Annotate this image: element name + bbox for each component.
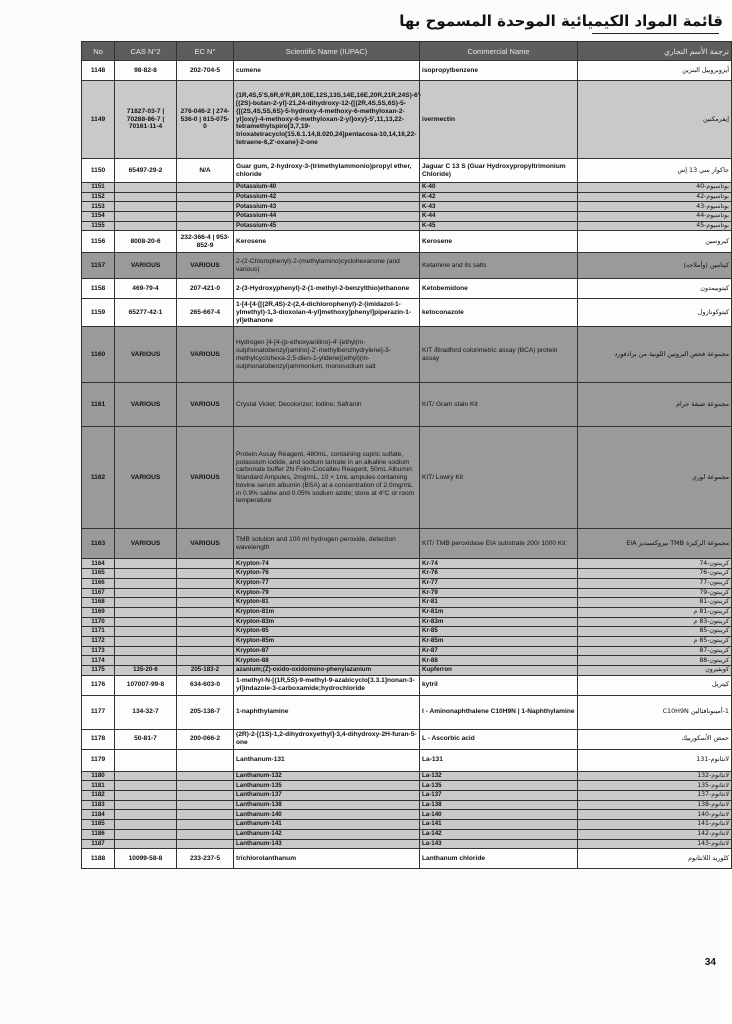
cell-scientific-name: Krypton-85	[234, 627, 420, 637]
cell-cas	[115, 646, 177, 656]
header-ec: EC N°	[177, 42, 234, 61]
cell-ec: VARIOUS	[177, 427, 234, 529]
cell-cas: 98-82-8	[115, 61, 177, 81]
header-no: No	[82, 42, 115, 61]
cell-arabic-name: بوتاسيوم-44	[578, 212, 732, 222]
cell-arabic-name: كريبتون-77	[578, 578, 732, 588]
cell-commercial-name: Kr-77	[420, 578, 578, 588]
cell-arabic-name: لانثانوم-143	[578, 839, 732, 849]
cell-scientific-name: Guar gum, 2-hydroxy-3-(trimethylammonio)propyl ether, chloride	[234, 159, 420, 183]
cell-commercial-name: Jaguar C 13 S (Guar Hydroxypropyltrimonium Chloride)	[420, 159, 578, 183]
cell-commercial-name: Kr-85	[420, 627, 578, 637]
table-row	[82, 221, 732, 231]
cell-scientific-name: Lanthanum-132	[234, 771, 420, 781]
cell-cas	[115, 212, 177, 222]
cell-ec	[177, 212, 234, 222]
table-row	[82, 327, 732, 383]
cell-cas: VARIOUS	[115, 253, 177, 279]
cell-ec	[177, 598, 234, 608]
cell-cas: 135-20-6	[115, 666, 177, 676]
cell-cas	[115, 183, 177, 193]
cell-no: 1173	[82, 646, 115, 656]
cell-cas: 71827-03-7 | 70288-86-7 | 70161-11-4	[115, 81, 177, 159]
cell-ec: 207-421-0	[177, 279, 234, 299]
cell-ec	[177, 192, 234, 202]
cell-cas	[115, 800, 177, 810]
cell-no: 1175	[82, 666, 115, 676]
cell-ec: 265-667-4	[177, 299, 234, 327]
cell-arabic-name: كريبتون-85 م	[578, 636, 732, 646]
cell-cas: 50-81-7	[115, 729, 177, 749]
cell-no: 1185	[82, 820, 115, 830]
cell-commercial-name: K-45	[420, 221, 578, 231]
cell-commercial-name: K-44	[420, 212, 578, 222]
cell-cas	[115, 588, 177, 598]
cell-arabic-name: كريبتون-76	[578, 569, 732, 579]
cell-arabic-name: أيزوبروبيل البنزين	[578, 61, 732, 81]
cell-arabic-name: لانثانوم-132	[578, 771, 732, 781]
cell-ec	[177, 221, 234, 231]
table-row	[82, 427, 732, 529]
header-arabic-name: ترجمة الأسم التجاري	[578, 42, 732, 61]
cell-no: 1148	[82, 61, 115, 81]
cell-ec: 205-183-2	[177, 666, 234, 676]
cell-commercial-name: Ketamine and its salts	[420, 253, 578, 279]
cell-commercial-name: Lanthanum chloride	[420, 849, 578, 869]
cell-no: 1155	[82, 221, 115, 231]
cell-ec: VARIOUS	[177, 383, 234, 427]
cell-no: 1163	[82, 529, 115, 559]
cell-arabic-name: لانثانوم-142	[578, 829, 732, 839]
cell-ec: 202-704-5	[177, 61, 234, 81]
cell-cas: VARIOUS	[115, 529, 177, 559]
cell-no: 1169	[82, 607, 115, 617]
cell-no: 1164	[82, 559, 115, 569]
table-row	[82, 666, 732, 676]
table-row	[82, 192, 732, 202]
cell-cas	[115, 617, 177, 627]
cell-cas	[115, 820, 177, 830]
cell-scientific-name: Lanthanum-131	[234, 749, 420, 771]
cell-scientific-name: Lanthanum-137	[234, 791, 420, 801]
cell-scientific-name: Lanthanum-142	[234, 829, 420, 839]
cell-cas: VARIOUS	[115, 383, 177, 427]
cell-cas	[115, 569, 177, 579]
cell-ec	[177, 791, 234, 801]
cell-scientific-name: Krypton-81	[234, 598, 420, 608]
cell-ec	[177, 646, 234, 656]
cell-arabic-name: كريبتون-88	[578, 656, 732, 666]
cell-commercial-name: KIT/ TMB peroxidase EIA substrate 200/ 1000 Kit	[420, 529, 578, 559]
cell-cas	[115, 627, 177, 637]
cell-scientific-name: Krypton-81m	[234, 607, 420, 617]
table-row	[82, 529, 732, 559]
cell-scientific-name: Lanthanum-135	[234, 781, 420, 791]
cell-no: 1184	[82, 810, 115, 820]
cell-commercial-name: La-132	[420, 771, 578, 781]
cell-cas	[115, 192, 177, 202]
cell-arabic-name: حمض الأسكوربيك	[578, 729, 732, 749]
cell-no: 1167	[82, 588, 115, 598]
cell-scientific-name: Lanthanum-138	[234, 800, 420, 810]
cell-no: 1162	[82, 427, 115, 529]
cell-scientific-name: cumene	[234, 61, 420, 81]
cell-commercial-name: KIT /Bradford colorimetric assay (BCA) protein assay	[420, 327, 578, 383]
cell-arabic-name: بوتاسيوم-43	[578, 202, 732, 212]
cell-ec	[177, 749, 234, 771]
table-row	[82, 791, 732, 801]
cell-scientific-name: 2-(3-Hydroxyphenyl)-2-(1-methyl-2-benzylthio)ethanone	[234, 279, 420, 299]
cell-no: 1165	[82, 569, 115, 579]
table-body	[82, 61, 732, 869]
cell-cas	[115, 607, 177, 617]
cell-arabic-name: كيتوكونازول	[578, 299, 732, 327]
cell-no: 1150	[82, 159, 115, 183]
cell-no: 1170	[82, 617, 115, 627]
cell-cas	[115, 202, 177, 212]
cell-no: 1157	[82, 253, 115, 279]
cell-scientific-name: 1-naphthylamine	[234, 695, 420, 729]
cell-ec: 232-366-4 | 953-852-9	[177, 231, 234, 253]
cell-commercial-name: Kr-74	[420, 559, 578, 569]
cell-commercial-name: Kupferron	[420, 666, 578, 676]
cell-cas	[115, 636, 177, 646]
cell-ec	[177, 559, 234, 569]
cell-commercial-name: ivermectin	[420, 81, 578, 159]
cell-commercial-name: l - Aminonaphthalene C10H9N | 1-Naphthylamine	[420, 695, 578, 729]
table-row	[82, 781, 732, 791]
cell-commercial-name: Kr-87	[420, 646, 578, 656]
cell-scientific-name: Kerosene	[234, 231, 420, 253]
cell-arabic-name: مجموعة فحص البروتين اللونية من برادفورد	[578, 327, 732, 383]
cell-commercial-name: K-40	[420, 183, 578, 193]
cell-commercial-name: KIT/ Gram stain Kit	[420, 383, 578, 427]
cell-scientific-name: Potassium-40	[234, 183, 420, 193]
cell-arabic-name: مجموعة لوري	[578, 427, 732, 529]
cell-cas	[115, 578, 177, 588]
cell-no: 1174	[82, 656, 115, 666]
table-row	[82, 675, 732, 695]
cell-ec	[177, 781, 234, 791]
cell-commercial-name: Ketobemidone	[420, 279, 578, 299]
cell-scientific-name: TMB solution and 100 ml hydrogen peroxide, detection wavelength	[234, 529, 420, 559]
cell-no: 1183	[82, 800, 115, 810]
table-row	[82, 299, 732, 327]
cell-scientific-name: 2-(2-Chlorophenyl)-2-(methylamino)cyclohexanone (and various)	[234, 253, 420, 279]
table-row	[82, 800, 732, 810]
cell-no: 1149	[82, 81, 115, 159]
cell-scientific-name: Krypton-74	[234, 559, 420, 569]
cell-arabic-name: مجموعة صبغة جرام	[578, 383, 732, 427]
cell-scientific-name: Lanthanum-143	[234, 839, 420, 849]
cell-scientific-name: trichlorolanthanum	[234, 849, 420, 869]
table-row	[82, 646, 732, 656]
page-number: 34	[704, 957, 716, 968]
cell-cas: 65497-29-2	[115, 159, 177, 183]
cell-scientific-name: Krypton-79	[234, 588, 420, 598]
cell-no: 1151	[82, 183, 115, 193]
cell-no: 1154	[82, 212, 115, 222]
cell-arabic-name: كريبتون-81	[578, 598, 732, 608]
table-row	[82, 231, 732, 253]
cell-cas	[115, 749, 177, 771]
cell-ec	[177, 771, 234, 781]
cell-commercial-name: kytril	[420, 675, 578, 695]
cell-scientific-name: Potassium-44	[234, 212, 420, 222]
cell-ec: 200-066-2	[177, 729, 234, 749]
cell-commercial-name: La-143	[420, 839, 578, 849]
cell-no: 1172	[82, 636, 115, 646]
table-row	[82, 578, 732, 588]
cell-cas: 65277-42-1	[115, 299, 177, 327]
cell-scientific-name: Krypton-83m	[234, 617, 420, 627]
cell-commercial-name: KIT/ Lowry Kit	[420, 427, 578, 529]
header-commercial-name: Commercial Name	[420, 42, 578, 61]
cell-commercial-name: Kr-79	[420, 588, 578, 598]
cell-ec	[177, 829, 234, 839]
page-title: قائمة المواد الكيميائية الموحدة المسموح بها	[399, 12, 723, 30]
cell-commercial-name: La-131	[420, 749, 578, 771]
cell-ec: 276-046-2 | 274-536-0 | 615-075-0	[177, 81, 234, 159]
cell-arabic-name: بوتاسيوم-45	[578, 221, 732, 231]
cell-commercial-name: Kr-85m	[420, 636, 578, 646]
cell-no: 1159	[82, 299, 115, 327]
cell-cas: VARIOUS	[115, 327, 177, 383]
cell-arabic-name: كريبتون-85	[578, 627, 732, 637]
cell-no: 1177	[82, 695, 115, 729]
cell-commercial-name: Kr-81m	[420, 607, 578, 617]
cell-scientific-name: Lanthanum-141	[234, 820, 420, 830]
cell-scientific-name: Krypton-88	[234, 656, 420, 666]
table-row	[82, 820, 732, 830]
cell-cas: VARIOUS	[115, 427, 177, 529]
cell-arabic-name: كوبفيرون	[578, 666, 732, 676]
cell-cas	[115, 781, 177, 791]
cell-commercial-name: La-137	[420, 791, 578, 801]
cell-ec: VARIOUS	[177, 529, 234, 559]
cell-scientific-name: 1-[4-[4-[[(2R,4S)-2-(2,4-dichlorophenyl)-2-(imidazol-1-ylmethyl)-1,3-dioxolan-4-yl]methoxy]phenyl]piperazin-1-yl]ethanone	[234, 299, 420, 327]
cell-scientific-name: Lanthanum-140	[234, 810, 420, 820]
table-row	[82, 598, 732, 608]
cell-arabic-name: كيتامين (وأملاحه)	[578, 253, 732, 279]
cell-cas	[115, 598, 177, 608]
cell-no: 1176	[82, 675, 115, 695]
cell-arabic-name: كلوريد اللانثانوم	[578, 849, 732, 869]
cell-arabic-name: كيروسين	[578, 231, 732, 253]
cell-arabic-name: كريبتون-83 م	[578, 617, 732, 627]
cell-commercial-name: Kr-81	[420, 598, 578, 608]
table-row	[82, 202, 732, 212]
cell-ec	[177, 800, 234, 810]
table-row	[82, 695, 732, 729]
cell-no: 1188	[82, 849, 115, 869]
cell-no: 1179	[82, 749, 115, 771]
cell-scientific-name: Krypton-76	[234, 569, 420, 579]
cell-ec	[177, 617, 234, 627]
cell-scientific-name: Krypton-77	[234, 578, 420, 588]
cell-cas	[115, 656, 177, 666]
cell-no: 1158	[82, 279, 115, 299]
cell-arabic-name: كريبتون-79	[578, 588, 732, 598]
cell-ec	[177, 183, 234, 193]
cell-arabic-name: كيتوبيمدون	[578, 279, 732, 299]
cell-no: 1187	[82, 839, 115, 849]
cell-no: 1166	[82, 578, 115, 588]
cell-no: 1180	[82, 771, 115, 781]
cell-no: 1178	[82, 729, 115, 749]
cell-ec: 233-237-5	[177, 849, 234, 869]
table-row	[82, 183, 732, 193]
cell-ec	[177, 569, 234, 579]
cell-scientific-name: Potassium-42	[234, 192, 420, 202]
table-row	[82, 212, 732, 222]
cell-ec	[177, 627, 234, 637]
cell-scientific-name: (1R,4S,5'S,6R,6'R,8R,10E,12S,13S,14E,16E,20R,21R,24S)-6'-[(2S)-butan-2-yl]-21,24-dihydroxy-12-{[(2R,4S,5S,6S)-5-{[(2S,4S,5S,6S)-5-hydroxy-4-methoxy-6-methyloxan-2-yl]oxy}-4-methoxy-6-methyloxan-2-yl]oxy}-5',11,13,22-tetramethylspiro[3,7,19-trioxatetracyclo[15.6.1.14,8.020,24]pentacosa-10,14,16,22-tetraene-6,2'-oxane]-2-one	[234, 81, 420, 159]
table-row	[82, 588, 732, 598]
cell-commercial-name: L - Ascorbic acid	[420, 729, 578, 749]
cell-arabic-name: كريبتون-74	[578, 559, 732, 569]
table-row	[82, 279, 732, 299]
chemicals-table	[81, 41, 732, 869]
table-header-row	[82, 42, 732, 61]
cell-no: 1156	[82, 231, 115, 253]
table-row	[82, 559, 732, 569]
cell-no: 1160	[82, 327, 115, 383]
cell-commercial-name: Kr-83m	[420, 617, 578, 627]
table-row	[82, 636, 732, 646]
title-underline	[592, 33, 719, 34]
cell-no: 1186	[82, 829, 115, 839]
cell-ec: 634-603-0	[177, 675, 234, 695]
cell-ec: N/A	[177, 159, 234, 183]
cell-scientific-name: Potassium-45	[234, 221, 420, 231]
cell-ec	[177, 839, 234, 849]
cell-no: 1161	[82, 383, 115, 427]
table-row	[82, 729, 732, 749]
table-row	[82, 810, 732, 820]
table-row	[82, 617, 732, 627]
table-row	[82, 849, 732, 869]
cell-ec	[177, 820, 234, 830]
cell-cas	[115, 839, 177, 849]
cell-cas: 8008-20-6	[115, 231, 177, 253]
cell-scientific-name: Krypton-85m	[234, 636, 420, 646]
cell-commercial-name: K-43	[420, 202, 578, 212]
cell-cas: 469-79-4	[115, 279, 177, 299]
cell-arabic-name: لانثانوم-131	[578, 749, 732, 771]
cell-arabic-name: كيتريل	[578, 675, 732, 695]
table-row	[82, 253, 732, 279]
cell-commercial-name: Kr-76	[420, 569, 578, 579]
cell-commercial-name: Kr-88	[420, 656, 578, 666]
cell-arabic-name: كريبتون-81 م	[578, 607, 732, 617]
cell-scientific-name: Potassium-43	[234, 202, 420, 212]
cell-ec	[177, 578, 234, 588]
cell-ec	[177, 202, 234, 212]
cell-cas	[115, 771, 177, 781]
cell-scientific-name: (2R)-2-[(1S)-1,2-dihydroxyethyl]-3,4-dihydroxy-2H-furan-5-one	[234, 729, 420, 749]
cell-arabic-name: بوتاسيوم-42	[578, 192, 732, 202]
table-row	[82, 607, 732, 617]
cell-no: 1182	[82, 791, 115, 801]
cell-commercial-name: Kerosene	[420, 231, 578, 253]
cell-ec	[177, 810, 234, 820]
cell-commercial-name: ketoconazole	[420, 299, 578, 327]
cell-arabic-name: لانثانوم-140	[578, 810, 732, 820]
cell-ec: VARIOUS	[177, 327, 234, 383]
table-row	[82, 749, 732, 771]
cell-no: 1181	[82, 781, 115, 791]
cell-commercial-name: La-138	[420, 800, 578, 810]
table-row	[82, 61, 732, 81]
cell-no: 1171	[82, 627, 115, 637]
table-row	[82, 383, 732, 427]
cell-commercial-name: La-135	[420, 781, 578, 791]
cell-commercial-name: La-141	[420, 820, 578, 830]
cell-arabic-name: جاكوار سي 13 إس	[578, 159, 732, 183]
cell-arabic-name: مجموعة الركيزة TMB بيروكسيديز EIA	[578, 529, 732, 559]
cell-cas	[115, 810, 177, 820]
cell-cas: 10099-58-8	[115, 849, 177, 869]
cell-cas	[115, 559, 177, 569]
cell-no: 1168	[82, 598, 115, 608]
header-scientific-name: Scientific Name (IUPAC)	[234, 42, 420, 61]
cell-cas	[115, 791, 177, 801]
cell-ec	[177, 656, 234, 666]
cell-scientific-name: Krypton-87	[234, 646, 420, 656]
cell-arabic-name: 1-أمينونافثالين C10H9N	[578, 695, 732, 729]
cell-arabic-name: لانثانوم-135	[578, 781, 732, 791]
cell-ec: VARIOUS	[177, 253, 234, 279]
cell-arabic-name: لانثانوم-138	[578, 800, 732, 810]
table-row	[82, 81, 732, 159]
cell-arabic-name: كريبتون-87	[578, 646, 732, 656]
cell-scientific-name: azanium;(Z)-oxido-oxidoimino-phenylazanium	[234, 666, 420, 676]
cell-ec	[177, 588, 234, 598]
table-row	[82, 829, 732, 839]
cell-ec	[177, 636, 234, 646]
cell-arabic-name: لانثانوم-141	[578, 820, 732, 830]
cell-arabic-name: إيفرمكتين	[578, 81, 732, 159]
cell-no: 1153	[82, 202, 115, 212]
cell-arabic-name: بوتاسيوم-40	[578, 183, 732, 193]
cell-commercial-name: La-140	[420, 810, 578, 820]
cell-cas	[115, 829, 177, 839]
cell-ec	[177, 607, 234, 617]
cell-commercial-name: K-42	[420, 192, 578, 202]
table-row	[82, 159, 732, 183]
cell-no: 1152	[82, 192, 115, 202]
cell-scientific-name: 1-methyl-N-[(1R,5S)-9-methyl-9-azabicyclo[3.3.1]nonan-3-yl]indazole-3-carboxamide;hydrochloride	[234, 675, 420, 695]
header-cas: CAS N°2	[115, 42, 177, 61]
table-row	[82, 569, 732, 579]
cell-commercial-name: isopropylbenzene	[420, 61, 578, 81]
table-row	[82, 771, 732, 781]
cell-cas	[115, 221, 177, 231]
table-row	[82, 656, 732, 666]
cell-ec: 205-138-7	[177, 695, 234, 729]
cell-cas: 107007-99-8	[115, 675, 177, 695]
table-row	[82, 627, 732, 637]
cell-commercial-name: La-142	[420, 829, 578, 839]
cell-scientific-name: Protein Assay Reagent, 480mL, containing cupric sulfate, potassium iodide, and sodium tartrate in an alkaline sodium carbonate buffer 2N Folin-Ciocalteu Reagent, 50mL Albumin Standard Ampules, 2mg/mL, 10 × 1mL ampules containing bovine serum albumin (BSA) at a concentration of 2.0mg/mL in 0.9% saline and 0.05% sodium azide; store at 4°C or room temperature	[234, 427, 420, 529]
cell-scientific-name: Hydrogen [4-[4-(p-ethoxyanilino)-4'-[ethyl(m-sulphonatobenzyl)amino]-2'-methylbenzhydrylene]-3-methylcyclohexa-2,5-dien-1-ylidene](ethyl)(m-sulphonatobenzyl)ammonium, monosodium salt	[234, 327, 420, 383]
cell-cas: 134-32-7	[115, 695, 177, 729]
cell-scientific-name: Crystal Violet; Decolorizer; Iodine; Safranin	[234, 383, 420, 427]
table-row	[82, 839, 732, 849]
cell-arabic-name: لانثانوم-137	[578, 791, 732, 801]
